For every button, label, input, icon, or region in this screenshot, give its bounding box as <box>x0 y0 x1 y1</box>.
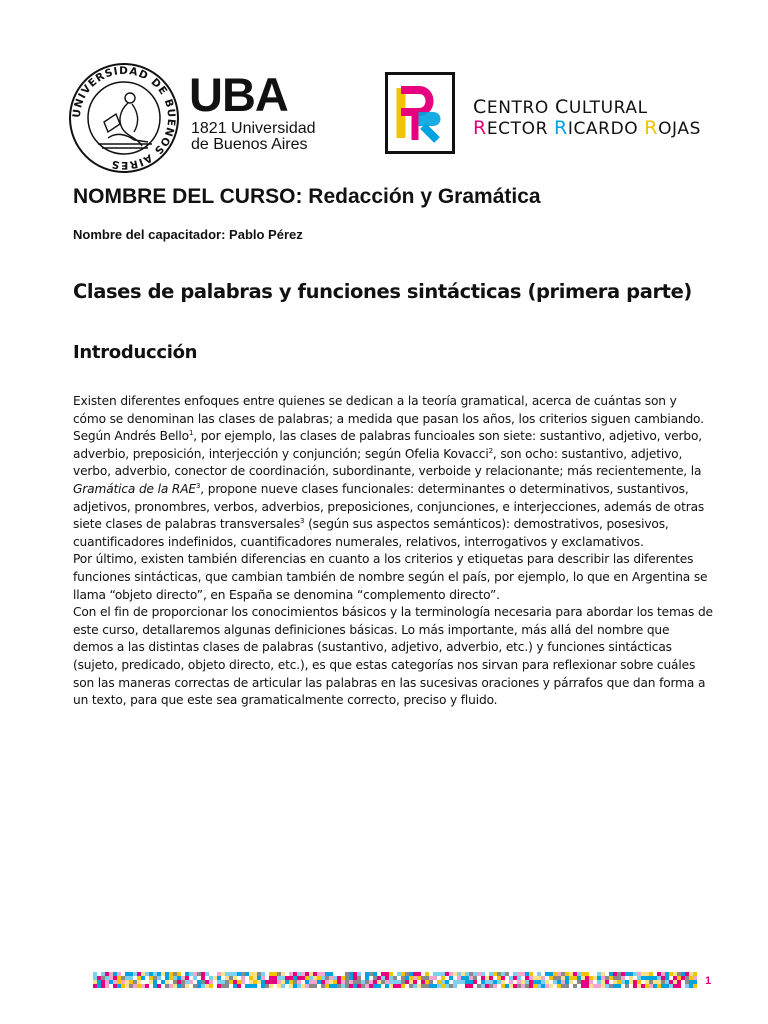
body-text <box>73 393 713 710</box>
page-number: 1 <box>705 975 712 987</box>
footnote-ref: 2 <box>488 446 493 455</box>
svg-text:UNIVERSIDAD DE BUENOS AIRES <box>71 65 177 171</box>
seal-figure-icon <box>98 93 152 148</box>
course-title: NOMBRE DEL CURSO: Redacción y Gramática <box>73 185 541 208</box>
rae-title: Gramática de la RAE <box>73 481 196 496</box>
rojas-rr-logo <box>385 72 455 154</box>
footnote-ref: 3 <box>300 517 305 526</box>
paragraph-intro: Existen diferentes enfoques entre quienes se dedican a la teoría gramatical, acerca de cuántas son y cómo se denominan las clases de palabras; a medida que pasan los años, los criterios siguen cambiando. Según Andrés Bello$^1$, por ejemplo, las clases de palabras funcioales son siete: sustantivo, adjetivo, verbo, adverbio, preposición, interjección y conjunción; según Ofelia Kovacci$^2$, son ocho: sustantivo, adjetivo, verbo, adverbio, conector de coordinación, subordinante, verboide y relacionante; más recientemente, la Gramática de la RAE$^3$, propone nueve clases funcionales: determinantes o determinativos, sustantivos, adjetivos, pronombres, verbos, adverbios, preposiciones, conjunciones, e interjecciones, además de otras siete clases de palabras transversales$^3$ (según sus aspectos semánticos): demostrativos, posesivos, cuantificadores indefinidos, cuantificadores numerales, relativos, interrogativos y exclamativos. <box>73 394 705 549</box>
footnote-ref: 3 <box>195 481 201 490</box>
uba-line-2: de Buenos Aires <box>191 136 308 153</box>
uba-line-1: 1821 Universidad <box>191 120 316 137</box>
rojas-line-1: CENTRO CULTURAL <box>473 96 648 118</box>
paragraph-criteria: Por último, existen también diferencias en cuanto a los criterios y etiquetas para describir las diferentes funciones sintácticas, que cambian también de nombre según el país, por ejemplo, lo que en Argentina se llama “objeto directo”, en España se denomina “complemento directo”. <box>73 552 708 602</box>
rojas-line-2: RECTOR RICARDO ROJAS <box>473 117 701 139</box>
section-heading: Introducción <box>73 342 198 363</box>
uba-wordmark: UBA <box>189 68 288 121</box>
paragraph-purpose: Con el fin de proporcionar los conocimientos básicos y la terminología necesaria para abordar los temas de este curso, detallaremos algunas definiciones básicas. Lo más importante, más allá del nombre que demos a las distintas clases de palabras (sustantivo, adjetivo, adverbio, etc.) y funciones sintácticas (sujeto, predicado, objeto directo, etc.), es que estas categorías nos sirvan para reflexionar sobre cuáles son las maneras correctas de articular las palabras en las sucesivas oraciones y párrafos que dan forma a un texto, para que este sea gramaticalmente correcto, preciso y fluido. <box>73 605 713 708</box>
uba-seal-logo <box>68 62 180 174</box>
trainer-name: Nombre del capacitador: Pablo Pérez <box>73 227 303 242</box>
seal-text: UNIVERSIDAD DE BUENOS AIRES <box>70 64 178 172</box>
footnote-ref: 1 <box>188 429 194 438</box>
main-heading: Clases de palabras y funciones sintácticas (primera parte) <box>73 280 692 303</box>
footer-color-strip <box>93 972 697 988</box>
